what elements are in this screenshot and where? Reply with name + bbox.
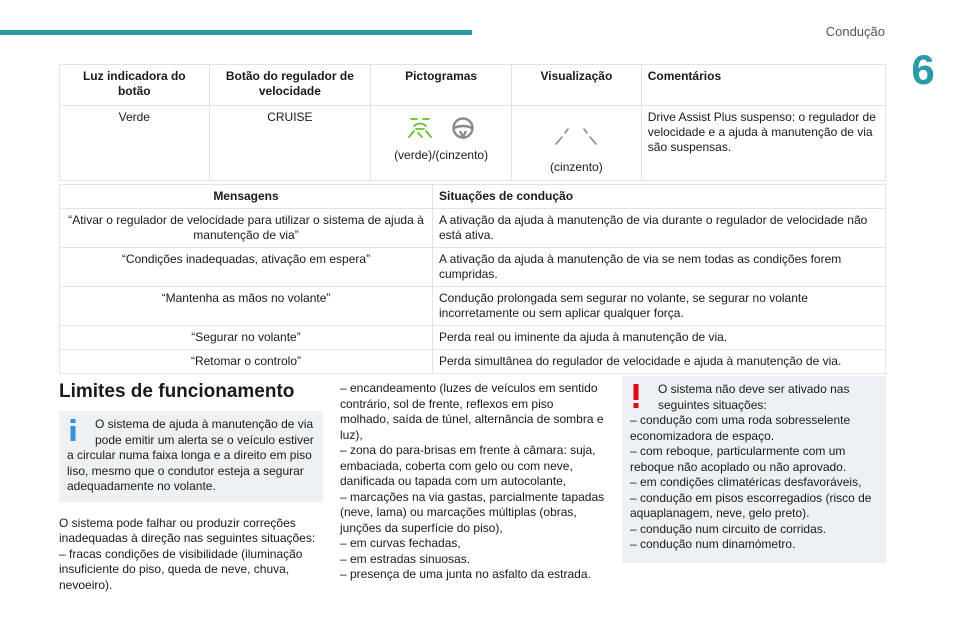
messages-table-header — [60, 185, 886, 209]
header-cell: Mensagens — [60, 185, 433, 209]
message-cell: “Segurar no volante” — [60, 326, 433, 350]
message-cell: “Ativar o regulador de velocidade para utilizar o sistema de ajuda à manutenção de via” — [60, 209, 433, 248]
lane-lines-icon — [546, 120, 606, 150]
table-row — [60, 106, 886, 181]
list-item: – com reboque, particularmente com um reboque não acoplado ou não aprovado. — [630, 444, 847, 474]
header-bar — [0, 30, 472, 35]
situation-cell: A ativação da ajuda à manutenção de via durante o regulador de velocidade não está ativa. — [433, 209, 886, 248]
warning-note — [622, 376, 886, 563]
steering-wheel-grey-icon — [451, 116, 475, 140]
info-note — [59, 411, 323, 502]
situation-cell: A ativação da ajuda à manutenção de via se nem todas as condições forem cumpridas. — [433, 248, 886, 287]
table-row — [60, 287, 886, 326]
pictogram-cell — [371, 106, 512, 181]
list-item: – condução em pisos escorregadios (risco de aquaplanagem, neve, gelo preto). — [630, 490, 872, 520]
header-cell: Situações de condução — [433, 185, 886, 209]
list-item: – marcações na via gastas, parcialmente tapadas (neve, lama) ou marcações múltiplas (obras, junções da superfície do piso), — [340, 489, 605, 535]
pictogram-caption: (verde)/(cinzento) — [394, 148, 489, 162]
column-2 — [340, 381, 606, 583]
column-3 — [622, 376, 886, 563]
table-row — [60, 209, 886, 248]
display-cell — [512, 106, 642, 181]
section-title: Condução — [825, 24, 885, 39]
list-item: – condução num circuito de corridas. — [630, 521, 827, 536]
header-cell: Visualização — [512, 65, 642, 106]
lane-keep-green-icon — [407, 116, 433, 140]
situation-cell: Condução prolongada sem segurar no volante, se segurar no volante incorretamente ou sem aplicar qualquer força. — [433, 287, 886, 326]
table-row — [60, 350, 886, 374]
display-caption: (cinzento) — [550, 160, 603, 174]
list-item: – condução num dinamómetro. — [630, 537, 796, 551]
list-item: – em estradas sinuosas. — [340, 551, 471, 566]
list-item: – fracas condições de visibilidade (iluminação insuficiente do piso, queda de neve, chuva, nevoeiro). — [59, 546, 303, 592]
comment-cell: Drive Assist Plus suspenso: o regulador de velocidade e a ajuda à manutenção de via são suspensas. — [641, 106, 885, 181]
column-1 — [59, 411, 323, 593]
table-row — [60, 326, 886, 350]
message-cell: “Retomar o controlo” — [60, 350, 433, 374]
message-cell: “Condições inadequadas, ativação em espera” — [60, 248, 433, 287]
situation-cell: Perda simultânea do regulador de velocidade e ajuda à manutenção de via. — [433, 350, 886, 374]
chapter-number: 6 — [911, 46, 935, 93]
list-item: – presença de uma junta no asfalto da estrada. — [340, 567, 591, 581]
message-cell: “Mantenha as mãos no volante” — [60, 287, 433, 326]
info-note-first: O sistema de ajuda à manutenção de via pode emitir um alerta se o veículo estiver — [95, 417, 314, 447]
indicator-table — [59, 64, 886, 181]
button-cell: CRUISE — [209, 106, 371, 181]
header-cell: Pictogramas — [371, 65, 512, 106]
section-heading: Limites de funcionamento — [59, 381, 295, 402]
intro-text: O sistema pode falhar ou produzir correções inadequadas à direção nas seguintes situações: — [59, 515, 316, 545]
list-item: – condução com uma roda sobresselente economizadora de espaço. — [630, 413, 851, 443]
warning-icon — [631, 384, 641, 408]
header-cell: Comentários — [641, 65, 885, 106]
warning-first: O sistema não deve ser ativado nas seguintes situações: — [658, 382, 850, 412]
list-item: – em condições climatéricas desfavoráveis, — [630, 475, 862, 489]
info-icon — [68, 419, 78, 441]
list-item: – em curvas fechadas, — [340, 536, 461, 550]
indicator-table-header — [60, 65, 886, 106]
list-item: – zona do para-brisas em frente à câmara: suja, embaciada, coberta com gelo ou com neve, danificada ou tapada com um autocolante, — [340, 443, 596, 488]
situation-cell: Perda real ou iminente da ajuda à manutenção de via. — [433, 326, 886, 350]
table-row — [60, 248, 886, 287]
header-cell: Luz indicadora do botão — [60, 65, 210, 106]
list-item: – encandeamento (luzes de veículos em sentido contrário, sol de frente, reflexos em piso molhado, saída de túnel, alternância de sombra e luz), — [340, 381, 604, 442]
header-cell: Botão do regulador de velocidade — [209, 65, 371, 106]
info-note-rest: a circular numa faixa longa e a direito em piso liso, mesmo que o condutor esteja a segurar adequadamente no volante. — [67, 448, 312, 493]
light-cell: Verde — [60, 106, 210, 181]
messages-table — [59, 184, 886, 374]
